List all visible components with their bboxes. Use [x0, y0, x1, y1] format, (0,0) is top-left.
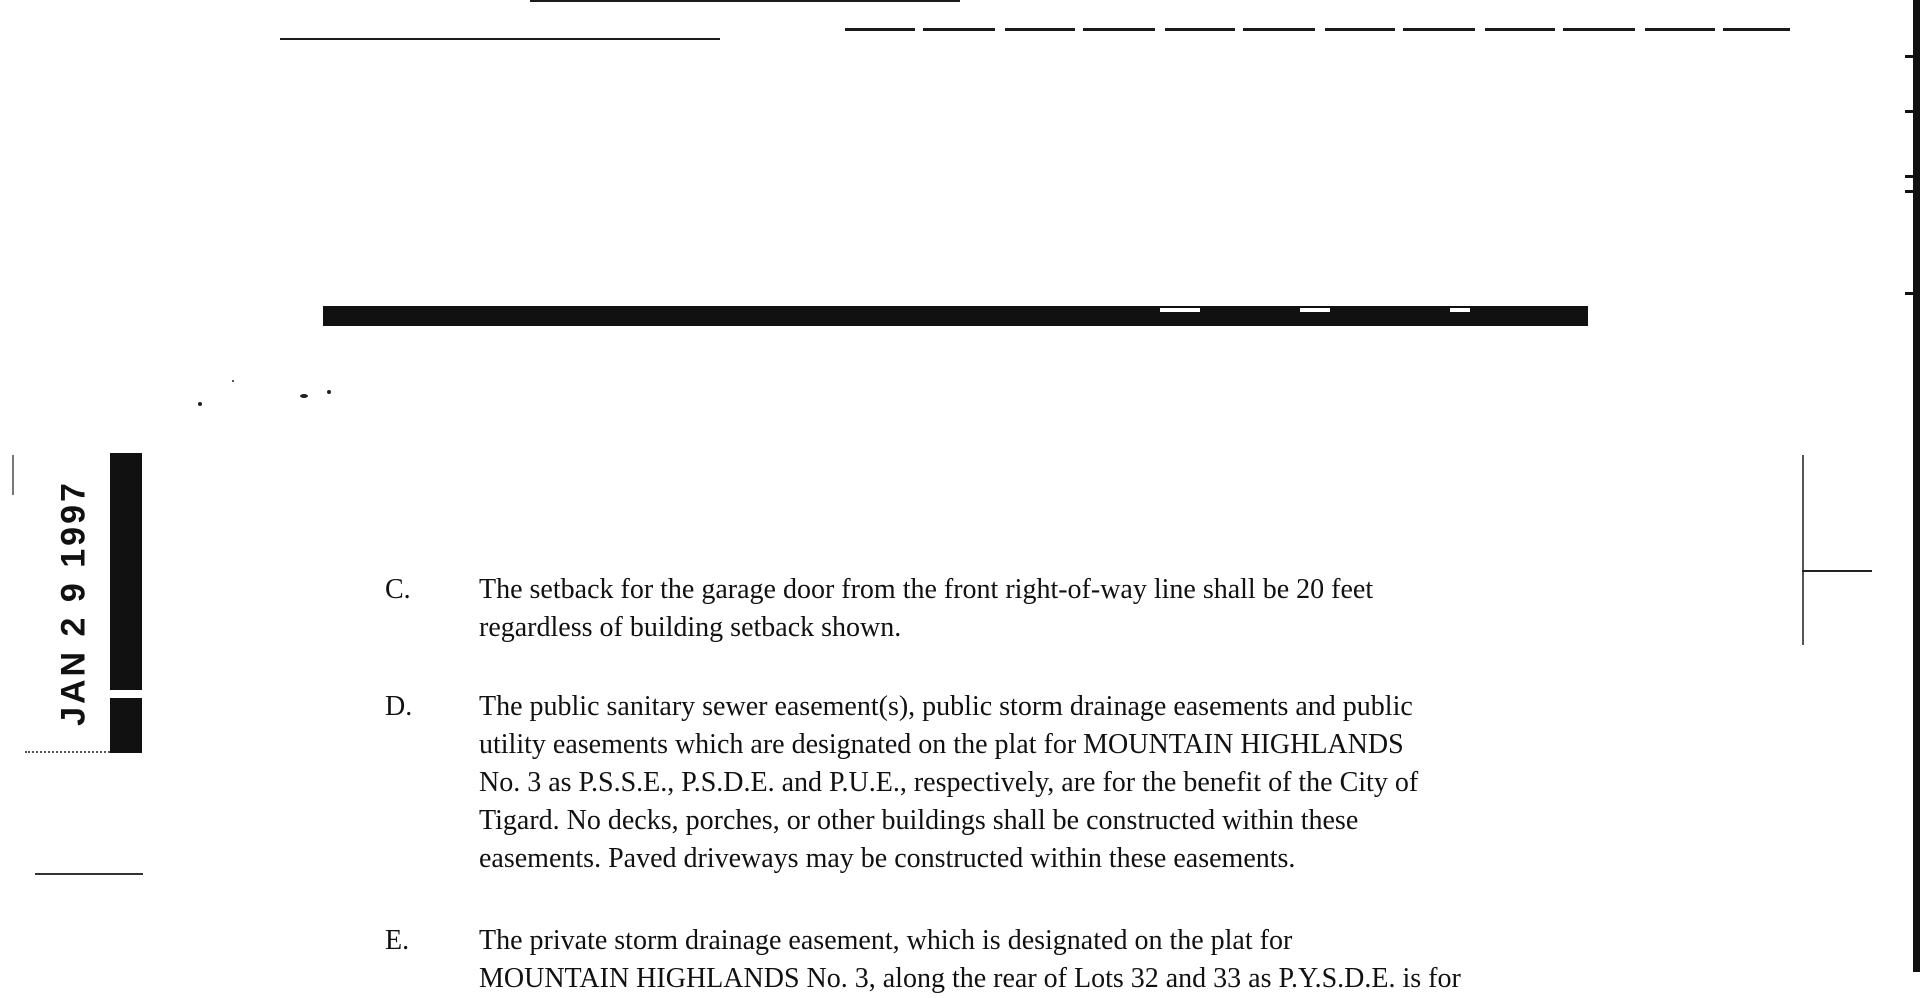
top-rule-left: [280, 38, 720, 40]
scan-edge-notch: [1905, 190, 1913, 193]
received-date-stamp: JAN 2 9 1997: [54, 480, 93, 726]
scan-speck: [300, 394, 308, 398]
divider-scan-gap: [1300, 308, 1330, 312]
item-text: [479, 688, 1629, 878]
item-letter: C.: [385, 574, 411, 605]
scan-speck: [198, 402, 202, 406]
scan-edge-notch: [1905, 55, 1913, 58]
margin-mark: [35, 873, 143, 875]
divider-scan-gap: [1450, 308, 1470, 312]
top-rule-right: [845, 28, 1790, 31]
item-text-line: utility easements which are designated on the plat for MOUNTAIN HIGHLANDS: [479, 729, 1404, 760]
item-text: [479, 571, 1629, 647]
scan-edge-notch: [1905, 292, 1913, 295]
item-text-line: Tigard. No decks, porches, or other buildings shall be constructed within these: [479, 805, 1359, 836]
item-text-line: No. 3 as P.S.S.E., P.S.D.E. and P.U.E., respectively, are for the benefit of the City of: [479, 767, 1419, 798]
thick-divider-rule: [323, 306, 1588, 326]
item-text-line: easements. Paved driveways may be constructed within these easements.: [479, 843, 1296, 874]
scan-speck: [327, 390, 331, 394]
scan-speck: [232, 380, 234, 382]
item-text: [479, 922, 1629, 998]
margin-mark: [25, 751, 110, 754]
margin-mark: [1802, 455, 1804, 645]
item-text-line: MOUNTAIN HIGHLANDS No. 3, along the rear of Lots 32 and 33 as P.Y.S.D.E. is for: [479, 963, 1461, 994]
margin-mark: [12, 455, 14, 495]
top-rule-thin: [530, 0, 960, 2]
item-text-line: regardless of building setback shown.: [479, 612, 902, 643]
scan-edge-notch: [1905, 175, 1913, 178]
item-text-line: The private storm drainage easement, which is designated on the plat for: [479, 925, 1293, 956]
stamp-bar: [110, 453, 142, 753]
item-text-line: The setback for the garage door from the front right-of-way line shall be 20 feet: [479, 574, 1374, 605]
item-text-line: The public sanitary sewer easement(s), public storm drainage easements and public: [479, 691, 1413, 722]
divider-scan-gap: [1160, 308, 1200, 312]
item-letter: E.: [385, 925, 410, 956]
margin-mark: [1802, 570, 1872, 572]
scan-edge-notch: [1905, 110, 1913, 113]
stamp-bar-gap: [110, 690, 142, 698]
item-letter: D.: [385, 691, 413, 722]
scan-right-edge: [1913, 0, 1920, 972]
